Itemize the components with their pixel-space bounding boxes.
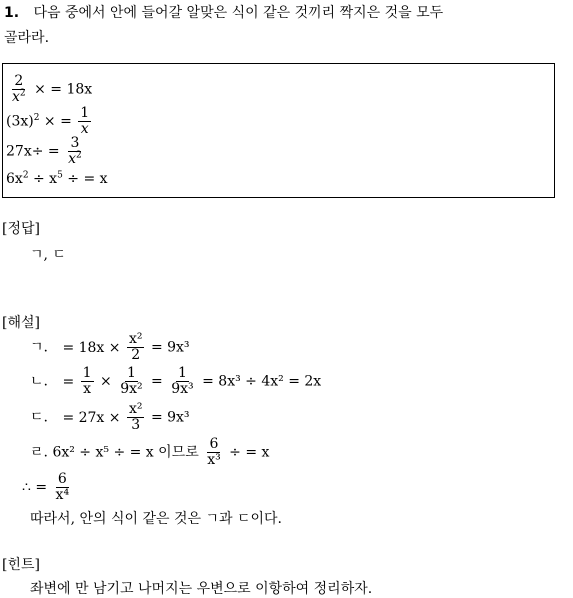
answer-heading: [정답]: [2, 221, 40, 237]
solution-step-1: ㄱ. = 18x × $\frac{\text{x²}}{2}$ = 9x³: [30, 331, 190, 363]
fraction: $\frac{6}{\text{x⁴}}$: [55, 471, 70, 503]
solution-step-5: ∴ = $\frac{6}{\text{x⁴}}$: [22, 471, 70, 503]
fraction: $\frac{1}{\text{9x³}}$: [171, 365, 194, 397]
solution-conclusion: 따라서, 안의 식이 같은 것은 ㄱ과 ㄷ이다.: [30, 511, 282, 527]
question-number: 1.: [4, 5, 20, 21]
hint-text: 좌변에 만 남기고 나머지는 우변으로 이항하여 정리하자.: [30, 581, 373, 597]
fraction: $\frac{1}{\text{9x²}}$: [120, 365, 143, 397]
solution-step-3: ㄷ. = 27x × $\frac{\text{x²}}{3}$ = 9x³: [30, 401, 190, 433]
fraction: $\frac{2}{x^2}$: [12, 73, 26, 105]
solution-step-2: ㄴ. = $\frac{1}{x}$ × $\frac{1}{\text{9x²}}$ = $\frac{1}{\text{9x³}}$ = 8x³ ÷ 4x² = 2x: [30, 365, 322, 397]
question-text: 다음 중에서 안에 들어갈 알맞은 식이 같은 것끼리 짝지은 것을 모두: [33, 5, 444, 21]
box-row-1: $\frac{2}{x^2}$ × = 18x: [12, 73, 93, 105]
box-row-2: $(3x)^2$ × = $\frac{1}{x}$: [6, 105, 90, 137]
fraction: $\frac{1}{x}$: [82, 365, 92, 397]
question-line-1: [4, 2, 443, 22]
solution-step-4: ㄹ. 6x² ÷ x⁵ ÷ = x 이므로 $\frac{6}{\text{x³}}$ ÷ = x: [30, 436, 270, 468]
question-line-2: 골라라.: [4, 30, 50, 46]
box-row-4: $6x^2 \div x^5$ ÷ = x: [6, 170, 108, 187]
solution-heading: [해설]: [2, 315, 40, 331]
fraction: $\frac{3}{x^2}$: [68, 135, 82, 167]
fraction: $\frac{1}{x}$: [80, 105, 90, 137]
hint-heading: [힌트]: [2, 557, 40, 573]
box-row-3: 27x÷ = $\frac{3}{x^2}$: [6, 135, 82, 167]
fraction: $\frac{\text{x²}}{2}$: [128, 331, 143, 363]
answer-text: ㄱ, ㄷ: [30, 247, 66, 263]
fraction: $\frac{6}{\text{x³}}$: [207, 436, 221, 468]
fraction: $\frac{\text{x²}}{3}$: [128, 401, 143, 433]
